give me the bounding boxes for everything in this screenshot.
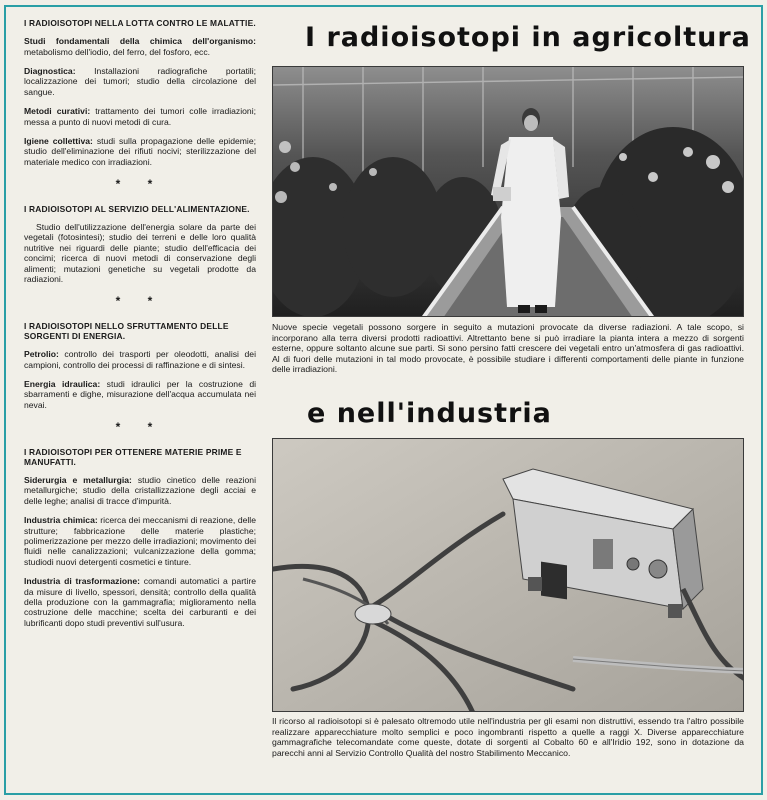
separator-stars: * * [115, 294, 165, 309]
section-heading: I RADIOISOTOPI NELLO SFRUTTAMENTO DELLE SORGENTI DI ENERGIA. [24, 320, 229, 341]
entry-text: studi idraulici per la costruzione di sbarramenti e dighe, misurazione dell'acqua accumulata nei nevai. [24, 378, 257, 410]
entry [24, 576, 256, 628]
title-industry: e nell'industria [307, 398, 552, 429]
title-agriculture: I radioisotopi in agricoltura [305, 22, 751, 53]
entry [24, 36, 256, 57]
entry-term: Energia idraulica: [24, 378, 101, 389]
section-food [24, 204, 256, 285]
entry [24, 515, 256, 567]
section-materials [24, 447, 256, 629]
section-energy [24, 321, 256, 410]
entry [24, 66, 256, 97]
left-column [24, 18, 256, 637]
entry-text: controllo dei trasporti per oleodotti, analisi dei campioni, controllo dei processi di raffinazione e di sintesi. [24, 349, 256, 370]
entry-term: Industria chimica: [24, 515, 98, 526]
section-heading: I RADIOISOTOPI AL SERVIZIO DELL'ALIMENTAZIONE. [24, 203, 250, 214]
entry-text: comandi automatici a partire da misure di livello, spessori, densità; controllo della qualità della produzione con la gammagrafia; miglioramento nella costruzione delle macchine; scelta dei carburanti e dei lubrificanti dopo studi preventivi sull'usura. [24, 576, 256, 628]
section-paragraph: Studio dell'utilizzazione dell'energia solare da parte dei vegetali (fotosintesi); studio dei terreni e delle loro qualità nutritive nei riguardi delle piante; studio dell'efficacia dei concimi; ricerca di nuovi metodi di conservazione degli alimenti; mutazioni genetiche su vegetali prodotte da radiazioni. [24, 221, 256, 284]
entry-text: ricerca dei meccanismi di reazione, delle strutture; fabbricazione delle materie plastiche; polimerizzazione per mezzo delle irradiazioni; movimento dei fluidi nelle canalizzazioni; vulcanizzazione della gomma; studiodi nuovi detergenti cosmetici e tinture. [24, 515, 256, 567]
entry-term: Metodi curativi: [24, 106, 91, 117]
separator-stars: * * [115, 177, 165, 192]
entry [24, 106, 256, 127]
entry [24, 349, 256, 370]
entry [24, 136, 256, 167]
entry-term: Diagnostica: [24, 66, 76, 77]
section-heading: I RADIOISOTOPI NELLA LOTTA CONTRO LE MALATTIE. [24, 18, 256, 28]
caption-agriculture: Nuove specie vegetali possono sorgere in seguito a mutazioni provocate da diverse radiazioni. A tale scopo, si incorporano alla terra diversi prodotti radioattivi. Altrettanto bene si può irradiare la pianta intera a mezzo di sorgenti esterne, oppure soltanto alcune sue parti. Si sono persino fatti crescere dei vegetali entro un'atmosfera di gas radioattivi. Al di fuori delle mutazioni in tal modo provocate, è possibile studiare i differenti comportamenti delle piante in funzione delle irradiazioni. [272, 322, 744, 374]
caption-industry: Il ricorso al radioisotopi si è palesato oltremodo utile nell'industria per gli esami non distruttivi, essendo tra l'altro possibile realizzare apparecchiature molto semplici e poco ingombranti rispetto a quelle a raggi X. Diverse apparecchiature gammagrafiche telecomandate come queste, dotate di sorgenti al Cobalto 60 e all'Iridio 192, sono in dotazione da parecchi anni al Servizio Controllo Qualità del nostro Stabilimento Meccanico. [272, 716, 744, 758]
entry-text: trattamento dei tumori colle irradiazioni; messa a punto di nuovi metodi di cura. [24, 106, 256, 127]
entry-text: studio cinetico delle reazioni metallurgiche; studio della cristallizzazione degli acciai e delle leghe; analisi di tracce d'impurità. [24, 474, 256, 506]
greenhouse-photo [272, 66, 744, 317]
entry-term: Industria di trasformazione: [24, 576, 140, 587]
entry [24, 475, 256, 506]
entry-term: Igiene collettiva: [24, 136, 93, 147]
gammagraphy-device-photo [272, 438, 744, 712]
entry-term: Petrolio: [24, 349, 59, 360]
section-medicine [24, 18, 256, 167]
entry-text: Installazioni radiografiche portatili; localizzazione dei tumori; studio della circolazione del sangue. [24, 66, 256, 97]
separator-stars: * * [115, 420, 165, 435]
entry-text: studi sulla propagazione delle epidemie; studio dell'eliminazione dei rifiuti nocivi; sterilizzazione del materiale medico con irradiazioni. [24, 136, 256, 167]
entry-text: metabolismo dell'iodio, del ferro, del fosforo, ecc. [24, 46, 211, 57]
entry-term: Siderurgia e metallurgia: [24, 474, 132, 485]
section-heading: I RADIOISOTOPI PER OTTENERE MATERIE PRIME E MANUFATTI. [24, 446, 242, 467]
entry-term: Studi fondamentali della chimica dell'organismo: [24, 36, 256, 47]
entry [24, 379, 256, 410]
